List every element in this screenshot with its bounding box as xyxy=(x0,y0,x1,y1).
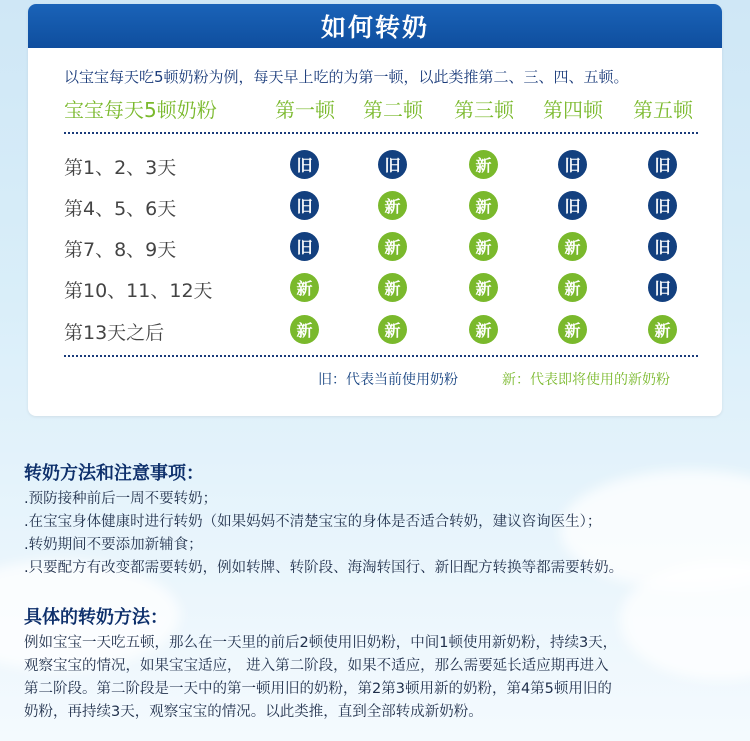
old-formula-badge: 旧 xyxy=(648,273,677,302)
divider-top xyxy=(64,132,698,134)
new-formula-badge: 新 xyxy=(558,315,587,344)
new-formula-badge: 新 xyxy=(558,273,587,302)
legend-new: 新：代表即将使用的新奶粉 xyxy=(502,372,670,388)
old-formula-badge: 旧 xyxy=(558,191,587,220)
new-formula-badge: 新 xyxy=(469,273,498,302)
table-row xyxy=(28,227,722,267)
column-header: 第五顿 xyxy=(633,98,693,122)
table-row xyxy=(28,310,722,350)
method-line: 观察宝宝的情况，如果宝宝适应， 进入第二阶段，如果不适应，那么需要延长适应期再进入 xyxy=(24,658,609,674)
intro-text: 以宝宝每天吃5顿奶粉为例，每天早上吃的为第一顿，以此类推第二、三、四、五顿。 xyxy=(64,68,629,86)
method-title: 具体的转奶方法： xyxy=(24,607,168,628)
method-line: 例如宝宝一天吃五顿，那么在一天里的前后2顿使用旧奶粉，中间1顿使用新奶粉，持续3天， xyxy=(24,635,618,651)
old-formula-badge: 旧 xyxy=(290,232,319,261)
method-line: 奶粉，再持续3天，观察宝宝的情况。以此类推，直到全部转成新奶粉。 xyxy=(24,704,483,720)
old-formula-badge: 旧 xyxy=(290,191,319,220)
note-item: .在宝宝身体健康时进行转奶（如果妈妈不清楚宝宝的身体是否适合转奶，建议咨询医生）； xyxy=(24,514,602,530)
column-header: 第三顿 xyxy=(454,98,514,122)
table-row xyxy=(28,145,722,185)
row-label: 第7、8、9天 xyxy=(64,239,177,261)
old-formula-badge: 旧 xyxy=(648,150,677,179)
old-formula-badge: 旧 xyxy=(378,150,407,179)
column-header: 第二顿 xyxy=(363,98,423,122)
new-formula-badge: 新 xyxy=(378,315,407,344)
table-header-row xyxy=(28,92,722,126)
new-formula-badge: 新 xyxy=(378,273,407,302)
new-formula-badge: 新 xyxy=(469,315,498,344)
notes-title: 转奶方法和注意事项： xyxy=(24,463,204,484)
new-formula-badge: 新 xyxy=(469,232,498,261)
new-formula-badge: 新 xyxy=(558,232,587,261)
old-formula-badge: 旧 xyxy=(648,191,677,220)
card-header xyxy=(28,4,722,48)
old-formula-badge: 旧 xyxy=(558,150,587,179)
new-formula-badge: 新 xyxy=(469,150,498,179)
row-label: 第13天之后 xyxy=(64,322,165,344)
divider-bottom xyxy=(64,355,698,357)
note-item: .转奶期间不要添加新辅食； xyxy=(24,537,203,553)
new-formula-badge: 新 xyxy=(290,315,319,344)
table-label-header: 宝宝每天5顿奶粉 xyxy=(64,98,217,122)
table-row xyxy=(28,268,722,308)
new-formula-badge: 新 xyxy=(469,191,498,220)
row-label: 第1、2、3天 xyxy=(64,157,177,179)
table-row xyxy=(28,186,722,226)
new-formula-badge: 新 xyxy=(290,273,319,302)
note-item: .只要配方有改变都需要转奶，例如转牌、转阶段、海淘转国行、新旧配方转换等都需要转奶。 xyxy=(24,560,624,576)
old-formula-badge: 旧 xyxy=(290,150,319,179)
column-header: 第一顿 xyxy=(275,98,335,122)
legend-old: 旧：代表当前使用奶粉 xyxy=(318,372,458,388)
row-label: 第10、11、12天 xyxy=(64,280,213,302)
new-formula-badge: 新 xyxy=(378,232,407,261)
new-formula-badge: 新 xyxy=(378,191,407,220)
method-line: 第二阶段。第二阶段是一天中的第一顿用旧的奶粉，第2第3顿用新的奶粉，第4第5顿用旧的 xyxy=(24,681,612,697)
note-item: .预防接种前后一周不要转奶； xyxy=(24,491,218,507)
row-label: 第4、5、6天 xyxy=(64,198,177,220)
column-header: 第四顿 xyxy=(543,98,603,122)
old-formula-badge: 旧 xyxy=(648,232,677,261)
conversion-card xyxy=(28,4,722,416)
new-formula-badge: 新 xyxy=(648,315,677,344)
card-title: 如何转奶 xyxy=(320,13,429,42)
